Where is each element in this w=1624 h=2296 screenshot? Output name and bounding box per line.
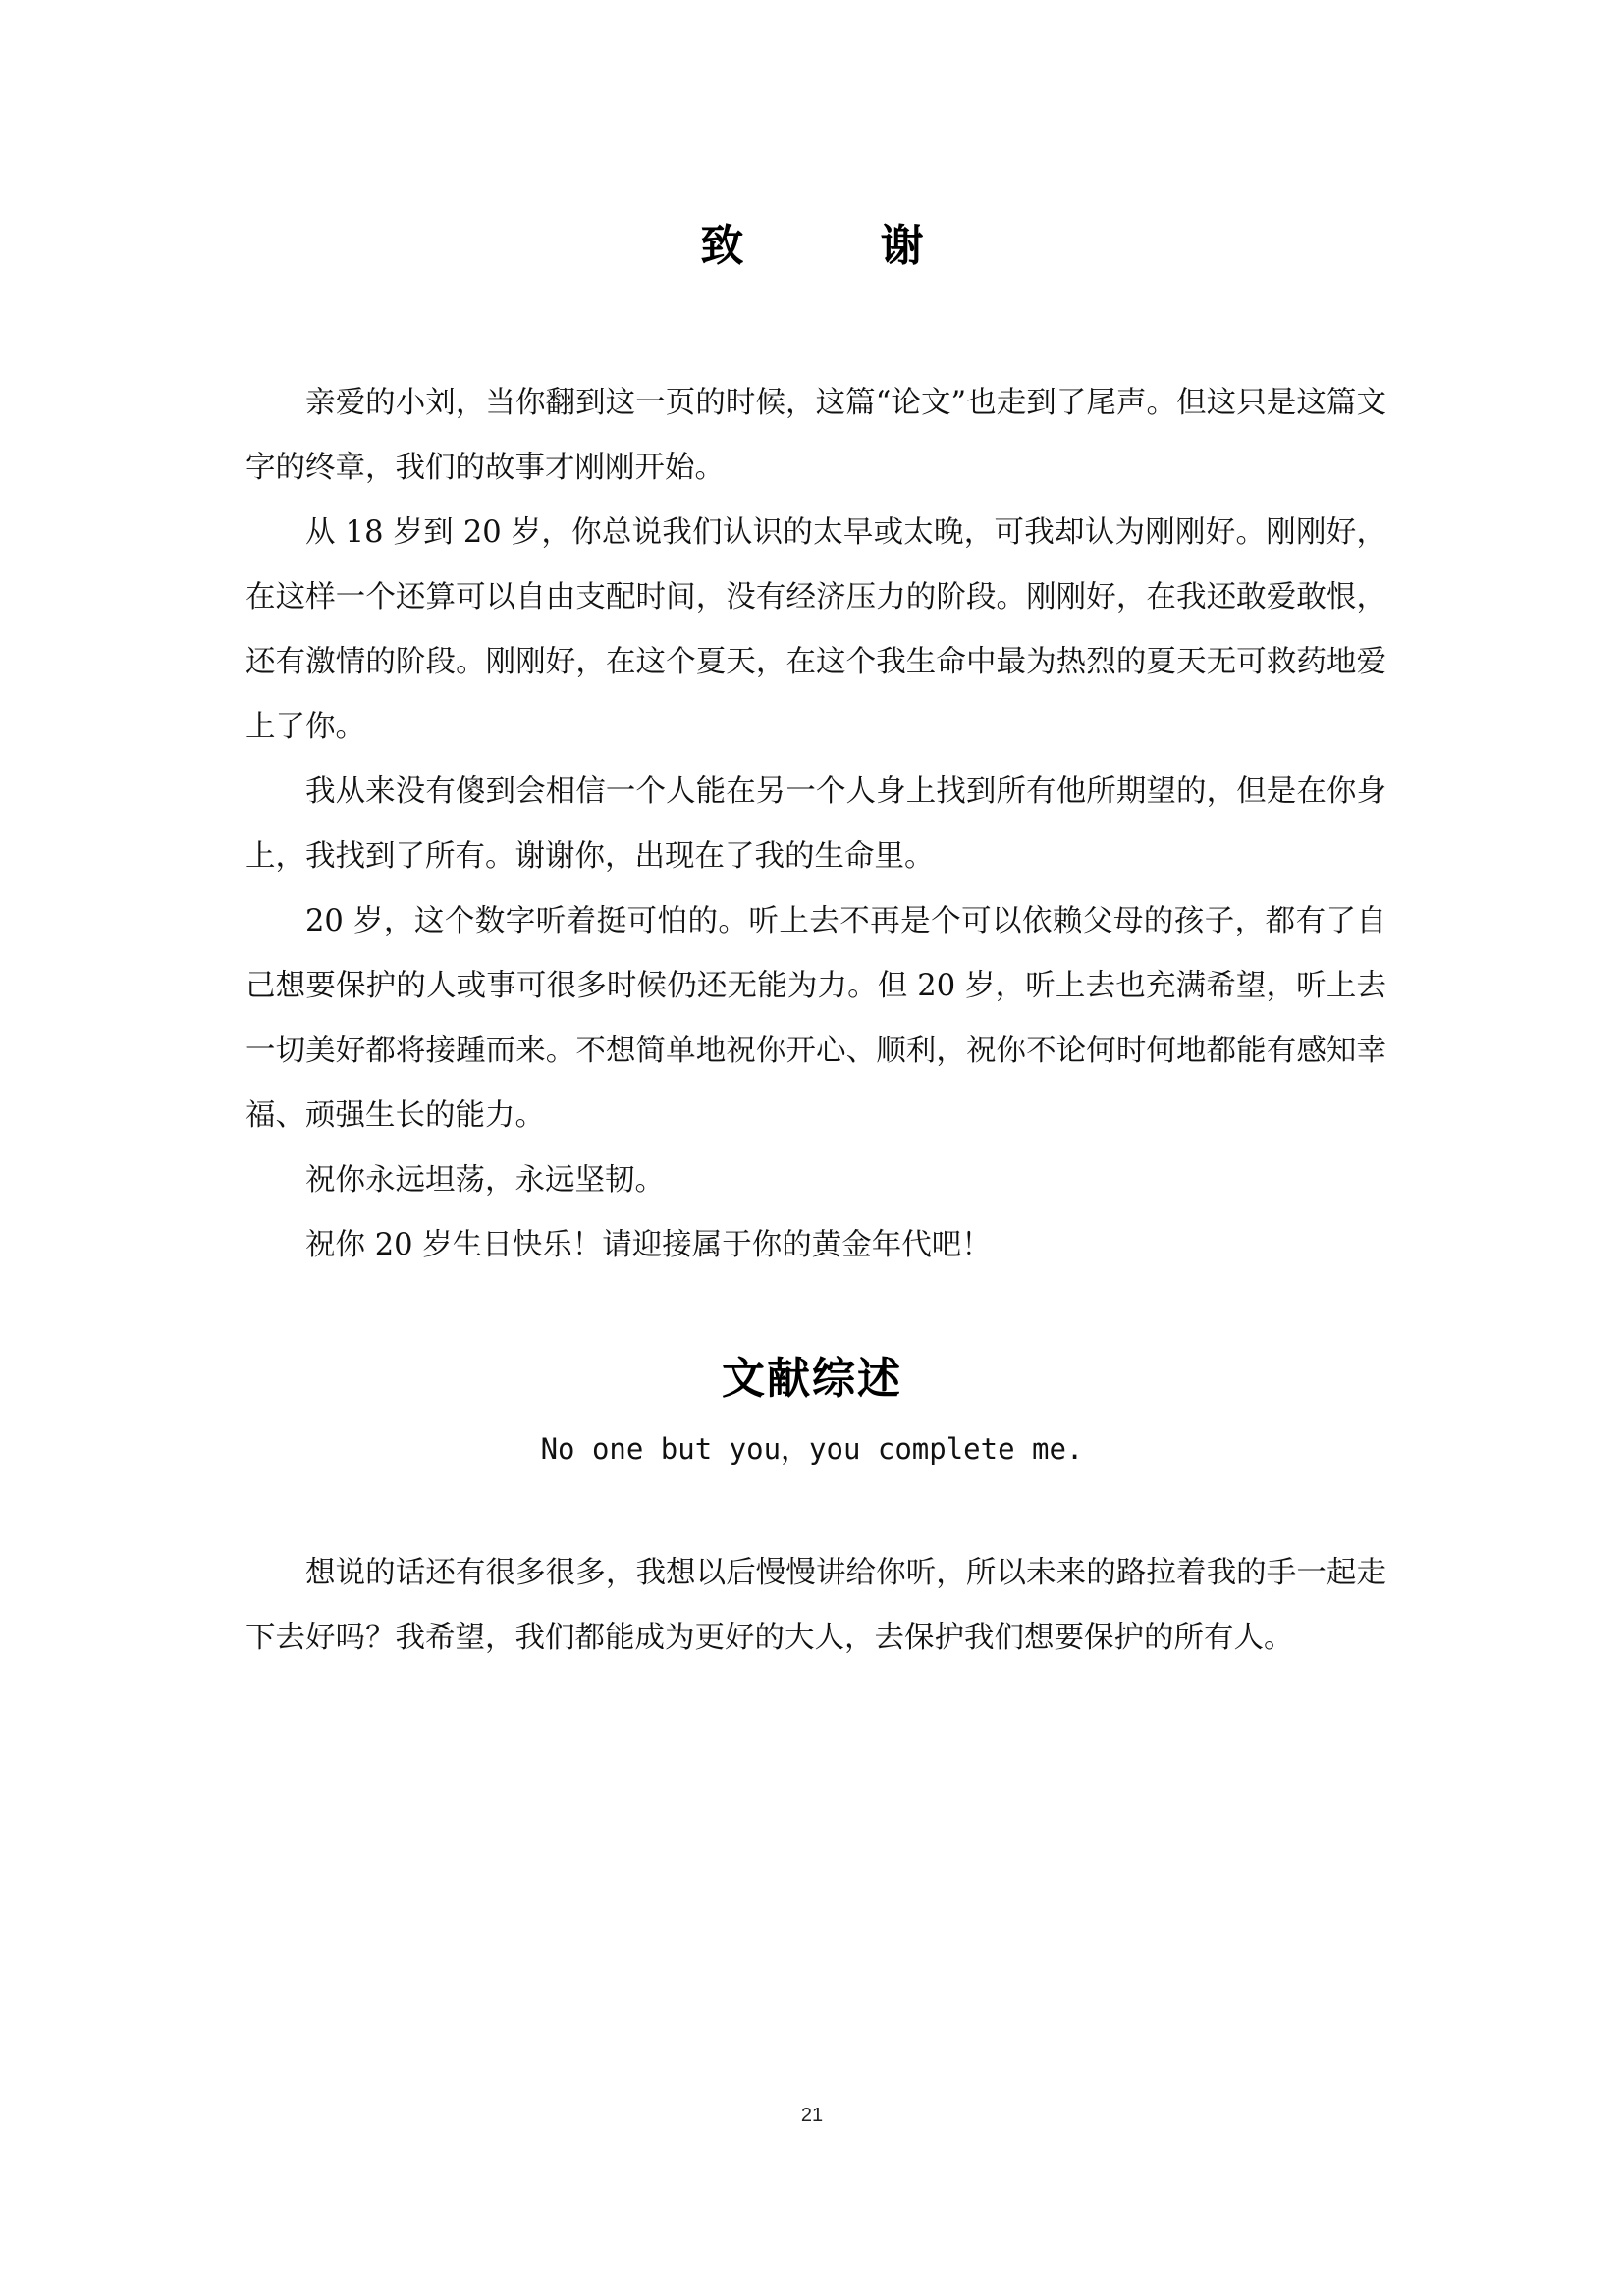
acknowledgement-paragraph: 亲爱的小刘，当你翻到这一页的时候，这篇“论文”也走到了尾声。但这只是这篇文字的终章，我们的故事才刚刚开始。 [245, 386, 1386, 485]
literature-review-paragraph: 想说的话还有很多很多，我想以后慢慢讲给你听，所以未来的路拉着我的手一起走下去好吗？我希望，我们都能成为更好的大人，去保护我们想要保护的所有人。 [245, 1556, 1386, 1655]
acknowledgement-paragraph: 祝你 20 岁生日快乐！请迎接属于你的黄金年代吧！ [305, 1228, 992, 1262]
literature-review-body [245, 1541, 1386, 1671]
acknowledgement-paragraph: 20 岁，这个数字听着挺可怕的。听上去不再是个可以依赖父母的孩子，都有了自己想要保护的人或事可很多时候仍还无能为力。但 20 岁，听上去也充满希望，听上去一切美好都将接踵而来。不想简单地祝你开心、顺利，祝你不论何时何地都能有感知幸福、顽强生长的能力。 [245, 904, 1386, 1133]
acknowledgement-body [245, 371, 1386, 1278]
acknowledgement-paragraph: 我从来没有傻到会相信一个人能在另一个人身上找到所有他所期望的，但是在你身上，我找到了所有。谢谢你，出现在了我的生命里。 [245, 774, 1386, 874]
epigraph: No one but you，you complete me. [540, 1432, 1084, 1466]
acknowledgement-paragraph: 从 18 岁到 20 岁，你总说我们认识的太早或太晚，可我却认为刚刚好。刚刚好，在这样一个还算可以自由支配时间，没有经济压力的阶段。刚刚好，在我还敢爱敢恨，还有激情的阶段。刚刚好，在这个夏天，在这个我生命中最为热烈的夏天无可救药地爱上了你。 [245, 515, 1386, 744]
page-number: 21 [800, 2105, 824, 2126]
literature-review-title: 文献综述 [722, 1354, 902, 1404]
acknowledgement-title: 致 谢 [700, 221, 985, 271]
acknowledgement-paragraph: 祝你永远坦荡，永远坚韧。 [305, 1163, 665, 1198]
